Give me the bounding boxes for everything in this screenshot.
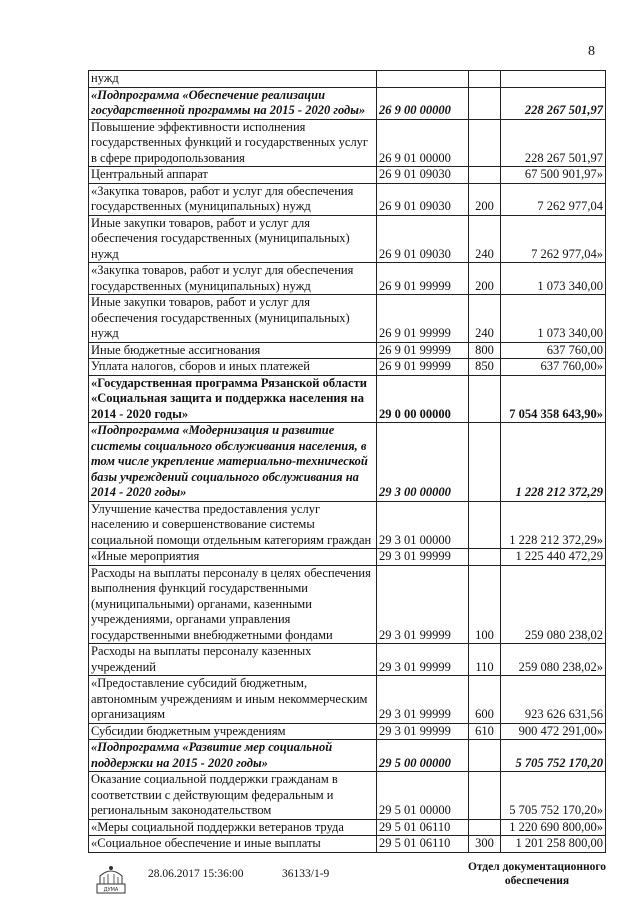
row-code-cell: 29 3 01 99999	[377, 723, 469, 740]
row-expense-type-cell: 850	[469, 359, 501, 376]
row-code-cell: 26 9 00 00000	[377, 87, 469, 119]
row-code-cell: 26 9 01 99999	[377, 359, 469, 376]
row-code-cell: 26 9 01 09030	[377, 167, 469, 184]
row-code-cell	[377, 71, 469, 88]
row-name-cell: Расходы на выплаты персоналу в целях обеспечения выполнения функций государственными (муниципальными) органами, казенными учреждениями, органами управления государственными внебюджетными фондами	[89, 565, 377, 644]
row-name-cell: Оказание социальной поддержки гражданам в соответствии с действующим федеральным и региональным законодательством	[89, 772, 377, 820]
row-name-cell: Повышение эффективности исполнения государственных функций и государственных услуг в сфере природопользования	[89, 119, 377, 167]
row-amount-cell: 259 080 238,02»	[501, 644, 606, 676]
row-code-cell: 26 9 01 00000	[377, 119, 469, 167]
row-code-cell: 26 9 01 09030	[377, 215, 469, 263]
row-amount-cell	[501, 71, 606, 88]
row-code-cell: 29 5 01 06110	[377, 819, 469, 836]
table-row	[89, 740, 606, 772]
table-row	[89, 549, 606, 566]
row-amount-cell: 1 201 258 800,00	[501, 836, 606, 853]
row-name-cell: «Меры социальной поддержки ветеранов труда	[89, 819, 377, 836]
row-code-cell: 29 3 01 99999	[377, 644, 469, 676]
row-expense-type-cell: 800	[469, 342, 501, 359]
row-name-cell: Центральный аппарат	[89, 167, 377, 184]
table-row	[89, 183, 606, 215]
row-name-cell: «Государственная программа Рязанской области «Социальная защита и поддержка населения на 2014 - 2020 годы»	[89, 375, 377, 423]
page-footer	[0, 858, 640, 905]
table-row	[89, 676, 606, 724]
row-name-cell: Иные закупки товаров, работ и услуг для обеспечения государственных (муниципальных) нужд	[89, 215, 377, 263]
table-row	[89, 819, 606, 836]
row-name-cell: «Подпрограмма «Развитие мер социальной поддержки на 2015 - 2020 годы»	[89, 740, 377, 772]
footer-date: 28.06.2017 15:36:00	[148, 868, 244, 880]
row-name-cell: «Закупка товаров, работ и услуг для обеспечения государственных (муниципальных) нужд	[89, 263, 377, 295]
row-expense-type-cell	[469, 740, 501, 772]
row-expense-type-cell	[469, 819, 501, 836]
row-code-cell: 29 3 01 99999	[377, 549, 469, 566]
table-row	[89, 375, 606, 423]
row-code-cell: 29 3 00 00000	[377, 423, 469, 502]
row-name-cell: «Закупка товаров, работ и услуг для обеспечения государственных (муниципальных) нужд	[89, 183, 377, 215]
row-name-cell: «Подпрограмма «Обеспечение реализации государственной программы на 2015 - 2020 годы»	[89, 87, 377, 119]
row-expense-type-cell: 610	[469, 723, 501, 740]
seal-text: ДУМА	[103, 887, 119, 893]
row-name-cell: «Предоставление субсидий бюджетным, автономным учреждениям и иным некоммерческим организациям	[89, 676, 377, 724]
row-amount-cell: 1 073 340,00	[501, 263, 606, 295]
row-code-cell: 29 5 01 06110	[377, 836, 469, 853]
row-code-cell: 26 9 01 09030	[377, 183, 469, 215]
table-row	[89, 644, 606, 676]
row-name-cell: нужд	[89, 71, 377, 88]
row-code-cell: 29 3 01 99999	[377, 676, 469, 724]
row-code-cell: 26 9 01 99999	[377, 342, 469, 359]
table-row	[89, 71, 606, 88]
row-expense-type-cell	[469, 71, 501, 88]
row-amount-cell: 1 073 340,00	[501, 295, 606, 343]
row-amount-cell: 5 705 752 170,20	[501, 740, 606, 772]
table-row	[89, 723, 606, 740]
row-expense-type-cell: 200	[469, 183, 501, 215]
row-amount-cell: 637 760,00»	[501, 359, 606, 376]
row-code-cell: 29 0 00 00000	[377, 375, 469, 423]
row-expense-type-cell: 300	[469, 836, 501, 853]
row-name-cell: «Подпрограмма «Модернизация и развитие системы социального обслуживания населения, в том числе укрепление материально-технической базы учреждений социального обслуживания на 2014 - 2020 годы»	[89, 423, 377, 502]
table-row	[89, 215, 606, 263]
row-amount-cell: 228 267 501,97	[501, 87, 606, 119]
row-code-cell: 26 9 01 99999	[377, 263, 469, 295]
row-expense-type-cell: 110	[469, 644, 501, 676]
table-row	[89, 167, 606, 184]
row-amount-cell: 259 080 238,02	[501, 565, 606, 644]
table-row	[89, 342, 606, 359]
row-expense-type-cell	[469, 423, 501, 502]
row-code-cell: 29 5 01 00000	[377, 772, 469, 820]
footer-doc-number: 36133/1-9	[282, 868, 330, 880]
table-row	[89, 836, 606, 853]
row-expense-type-cell	[469, 119, 501, 167]
table-row	[89, 87, 606, 119]
row-expense-type-cell	[469, 501, 501, 549]
row-name-cell: «Социальное обеспечение и иные выплаты	[89, 836, 377, 853]
row-amount-cell: 67 500 901,97»	[501, 167, 606, 184]
row-amount-cell: 7 054 358 643,90»	[501, 375, 606, 423]
row-name-cell: Уплата налогов, сборов и иных платежей	[89, 359, 377, 376]
table-row	[89, 772, 606, 820]
row-name-cell: Субсидии бюджетным учреждениям	[89, 723, 377, 740]
footer-department: Отдел документационного обеспечения	[467, 861, 607, 887]
table-row	[89, 565, 606, 644]
row-code-cell: 29 5 00 00000	[377, 740, 469, 772]
row-amount-cell: 1 220 690 800,00»	[501, 819, 606, 836]
row-amount-cell: 1 225 440 472,29	[501, 549, 606, 566]
row-name-cell: «Иные мероприятия	[89, 549, 377, 566]
row-amount-cell: 1 228 212 372,29»	[501, 501, 606, 549]
row-expense-type-cell	[469, 549, 501, 566]
row-code-cell: 29 3 01 99999	[377, 565, 469, 644]
row-amount-cell: 637 760,00	[501, 342, 606, 359]
row-amount-cell: 923 626 631,56	[501, 676, 606, 724]
table-row	[89, 119, 606, 167]
page-number: 8	[588, 44, 595, 59]
row-amount-cell: 900 472 291,00»	[501, 723, 606, 740]
duma-seal-icon	[94, 862, 128, 896]
row-name-cell: Иные закупки товаров, работ и услуг для обеспечения государственных (муниципальных) нужд	[89, 295, 377, 343]
row-expense-type-cell: 240	[469, 295, 501, 343]
row-expense-type-cell	[469, 167, 501, 184]
row-amount-cell: 1 228 212 372,29	[501, 423, 606, 502]
row-amount-cell: 5 705 752 170,20»	[501, 772, 606, 820]
row-name-cell: Улучшение качества предоставления услуг населению и совершенствование системы социальной помощи отдельным категориям граждан	[89, 501, 377, 549]
row-name-cell: Иные бюджетные ассигнования	[89, 342, 377, 359]
row-expense-type-cell: 100	[469, 565, 501, 644]
budget-table-body	[89, 71, 606, 853]
budget-table	[88, 70, 606, 853]
row-amount-cell: 7 262 977,04	[501, 183, 606, 215]
table-row	[89, 263, 606, 295]
row-code-cell: 29 3 01 00000	[377, 501, 469, 549]
table-row	[89, 501, 606, 549]
row-expense-type-cell	[469, 87, 501, 119]
row-expense-type-cell: 200	[469, 263, 501, 295]
row-name-cell: Расходы на выплаты персоналу казенных учреждений	[89, 644, 377, 676]
row-expense-type-cell: 240	[469, 215, 501, 263]
table-row	[89, 423, 606, 502]
row-amount-cell: 228 267 501,97	[501, 119, 606, 167]
row-expense-type-cell	[469, 375, 501, 423]
row-code-cell: 26 9 01 99999	[377, 295, 469, 343]
row-expense-type-cell: 600	[469, 676, 501, 724]
row-expense-type-cell	[469, 772, 501, 820]
row-amount-cell: 7 262 977,04»	[501, 215, 606, 263]
table-row	[89, 295, 606, 343]
table-row	[89, 359, 606, 376]
